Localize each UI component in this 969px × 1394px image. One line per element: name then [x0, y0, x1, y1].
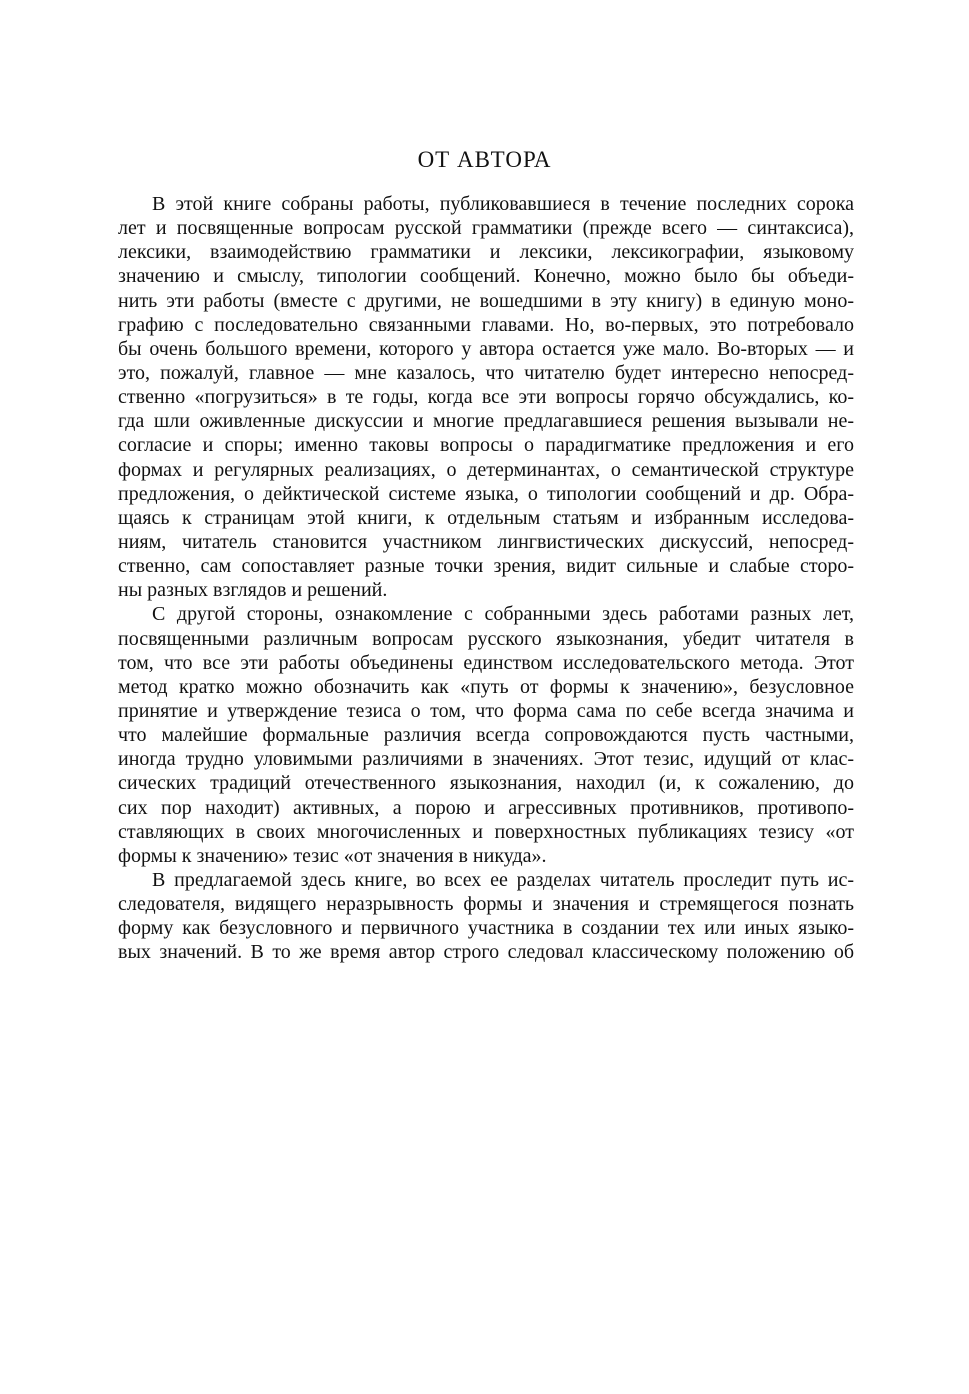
text-line: бы очень большого времени, которого у автора остается уже мало. Во-вторых — и: [118, 337, 854, 360]
text-line: сических традиций отечественного языкознания, находил (и, к сожалению, до: [118, 772, 854, 795]
text-line: принятие и утверждение тезиса о том, что форма сама по себе всегда значима и: [118, 699, 854, 722]
text-line: иногда трудно уловимыми различиями в значениях. Этот тезис, идущий от клас-: [118, 748, 854, 771]
text-line: следователя, видящего неразрывность формы и значения и стремящегося познать: [118, 893, 854, 916]
text-line: нить эти работы (вместе с другими, не вошедшими в эту книгу) в единую моно-: [118, 289, 854, 312]
text-line: графию с последовательно связанными главами. Но, во-первых, это потребовало: [118, 313, 854, 336]
text-line: значению и смыслу, типологии сообщений. Конечно, можно было бы объеди-: [118, 265, 854, 288]
text-line: гда шли оживленные дискуссии и многие предлагавшиеся решения вызывали не-: [118, 410, 854, 433]
text-line: С другой стороны, ознакомление с собранными здесь работами разных лет,: [152, 603, 854, 626]
text-line: ставляющих в своих многочисленных и поверхностных публикациях тезису «от: [118, 820, 854, 843]
text-line: сих пор находит) активных, а порою и агрессивных противников, противопо-: [118, 796, 854, 819]
text-line: посвященными различным вопросам русского языкознания, убедит читателя в: [118, 627, 854, 650]
paragraph: [118, 192, 854, 602]
body-text: [118, 192, 854, 965]
text-line: ниям, читатель становится участником лингвистических дискуссий, непосред-: [118, 530, 854, 553]
text-line: ственно, сам сопоставляет разные точки зрения, видит сильные и слабые сторо-: [118, 555, 854, 578]
text-line: предложения, о дейктической системе языка, о типологии сообщений и др. Обра-: [118, 482, 854, 505]
text-line: том, что все эти работы объединены единством исследовательского метода. Этот: [118, 651, 854, 674]
text-line: вых значений. В то же время автор строго следовал классическому положению об: [118, 941, 854, 964]
text-line: что малейшие формальные различия всегда сопровождаются пусть частными,: [118, 724, 854, 747]
paragraph: [118, 602, 854, 868]
text-line: В предлагаемой здесь книге, во всех ее разделах читатель проследит путь ис-: [152, 868, 854, 891]
page-title: ОТ АВТОРА: [417, 147, 552, 172]
text-line: метод кратко можно обозначить как «путь от формы к значению», безусловное: [118, 675, 854, 698]
text-line: согласие и споры; именно таковы вопросы о парадигматике предложения и его: [118, 434, 854, 457]
paragraph: [118, 868, 854, 965]
text-line: ственно «погрузиться» в те годы, когда все эти вопросы горячо обсуждались, ко-: [118, 386, 854, 409]
text-line: лексики, взаимодействию грамматики и лексики, лексикографии, языковому: [118, 241, 854, 264]
text-line: ны разных взглядов и решений.: [118, 579, 388, 602]
text-line: В этой книге собраны работы, публиковавшиеся в течение последних сорока: [152, 193, 854, 215]
text-line: лет и посвященные вопросам русской грамматики (прежде всего — синтаксиса),: [118, 217, 854, 240]
text-line: это, пожалуй, главное — мне казалось, что читателю будет интересно непосред-: [118, 361, 854, 384]
text-line: формах и регулярных реализациях, о детерминантах, о семантической структуре: [118, 458, 854, 481]
text-line: формы к значению» тезис «от значения в никуда».: [118, 844, 547, 867]
text-line: форму как безусловного и первичного участника в создании тех или иных языко-: [118, 917, 854, 940]
text-line: щаясь к страницам этой книги, к отдельным статьям и избранным исследова-: [118, 506, 854, 529]
